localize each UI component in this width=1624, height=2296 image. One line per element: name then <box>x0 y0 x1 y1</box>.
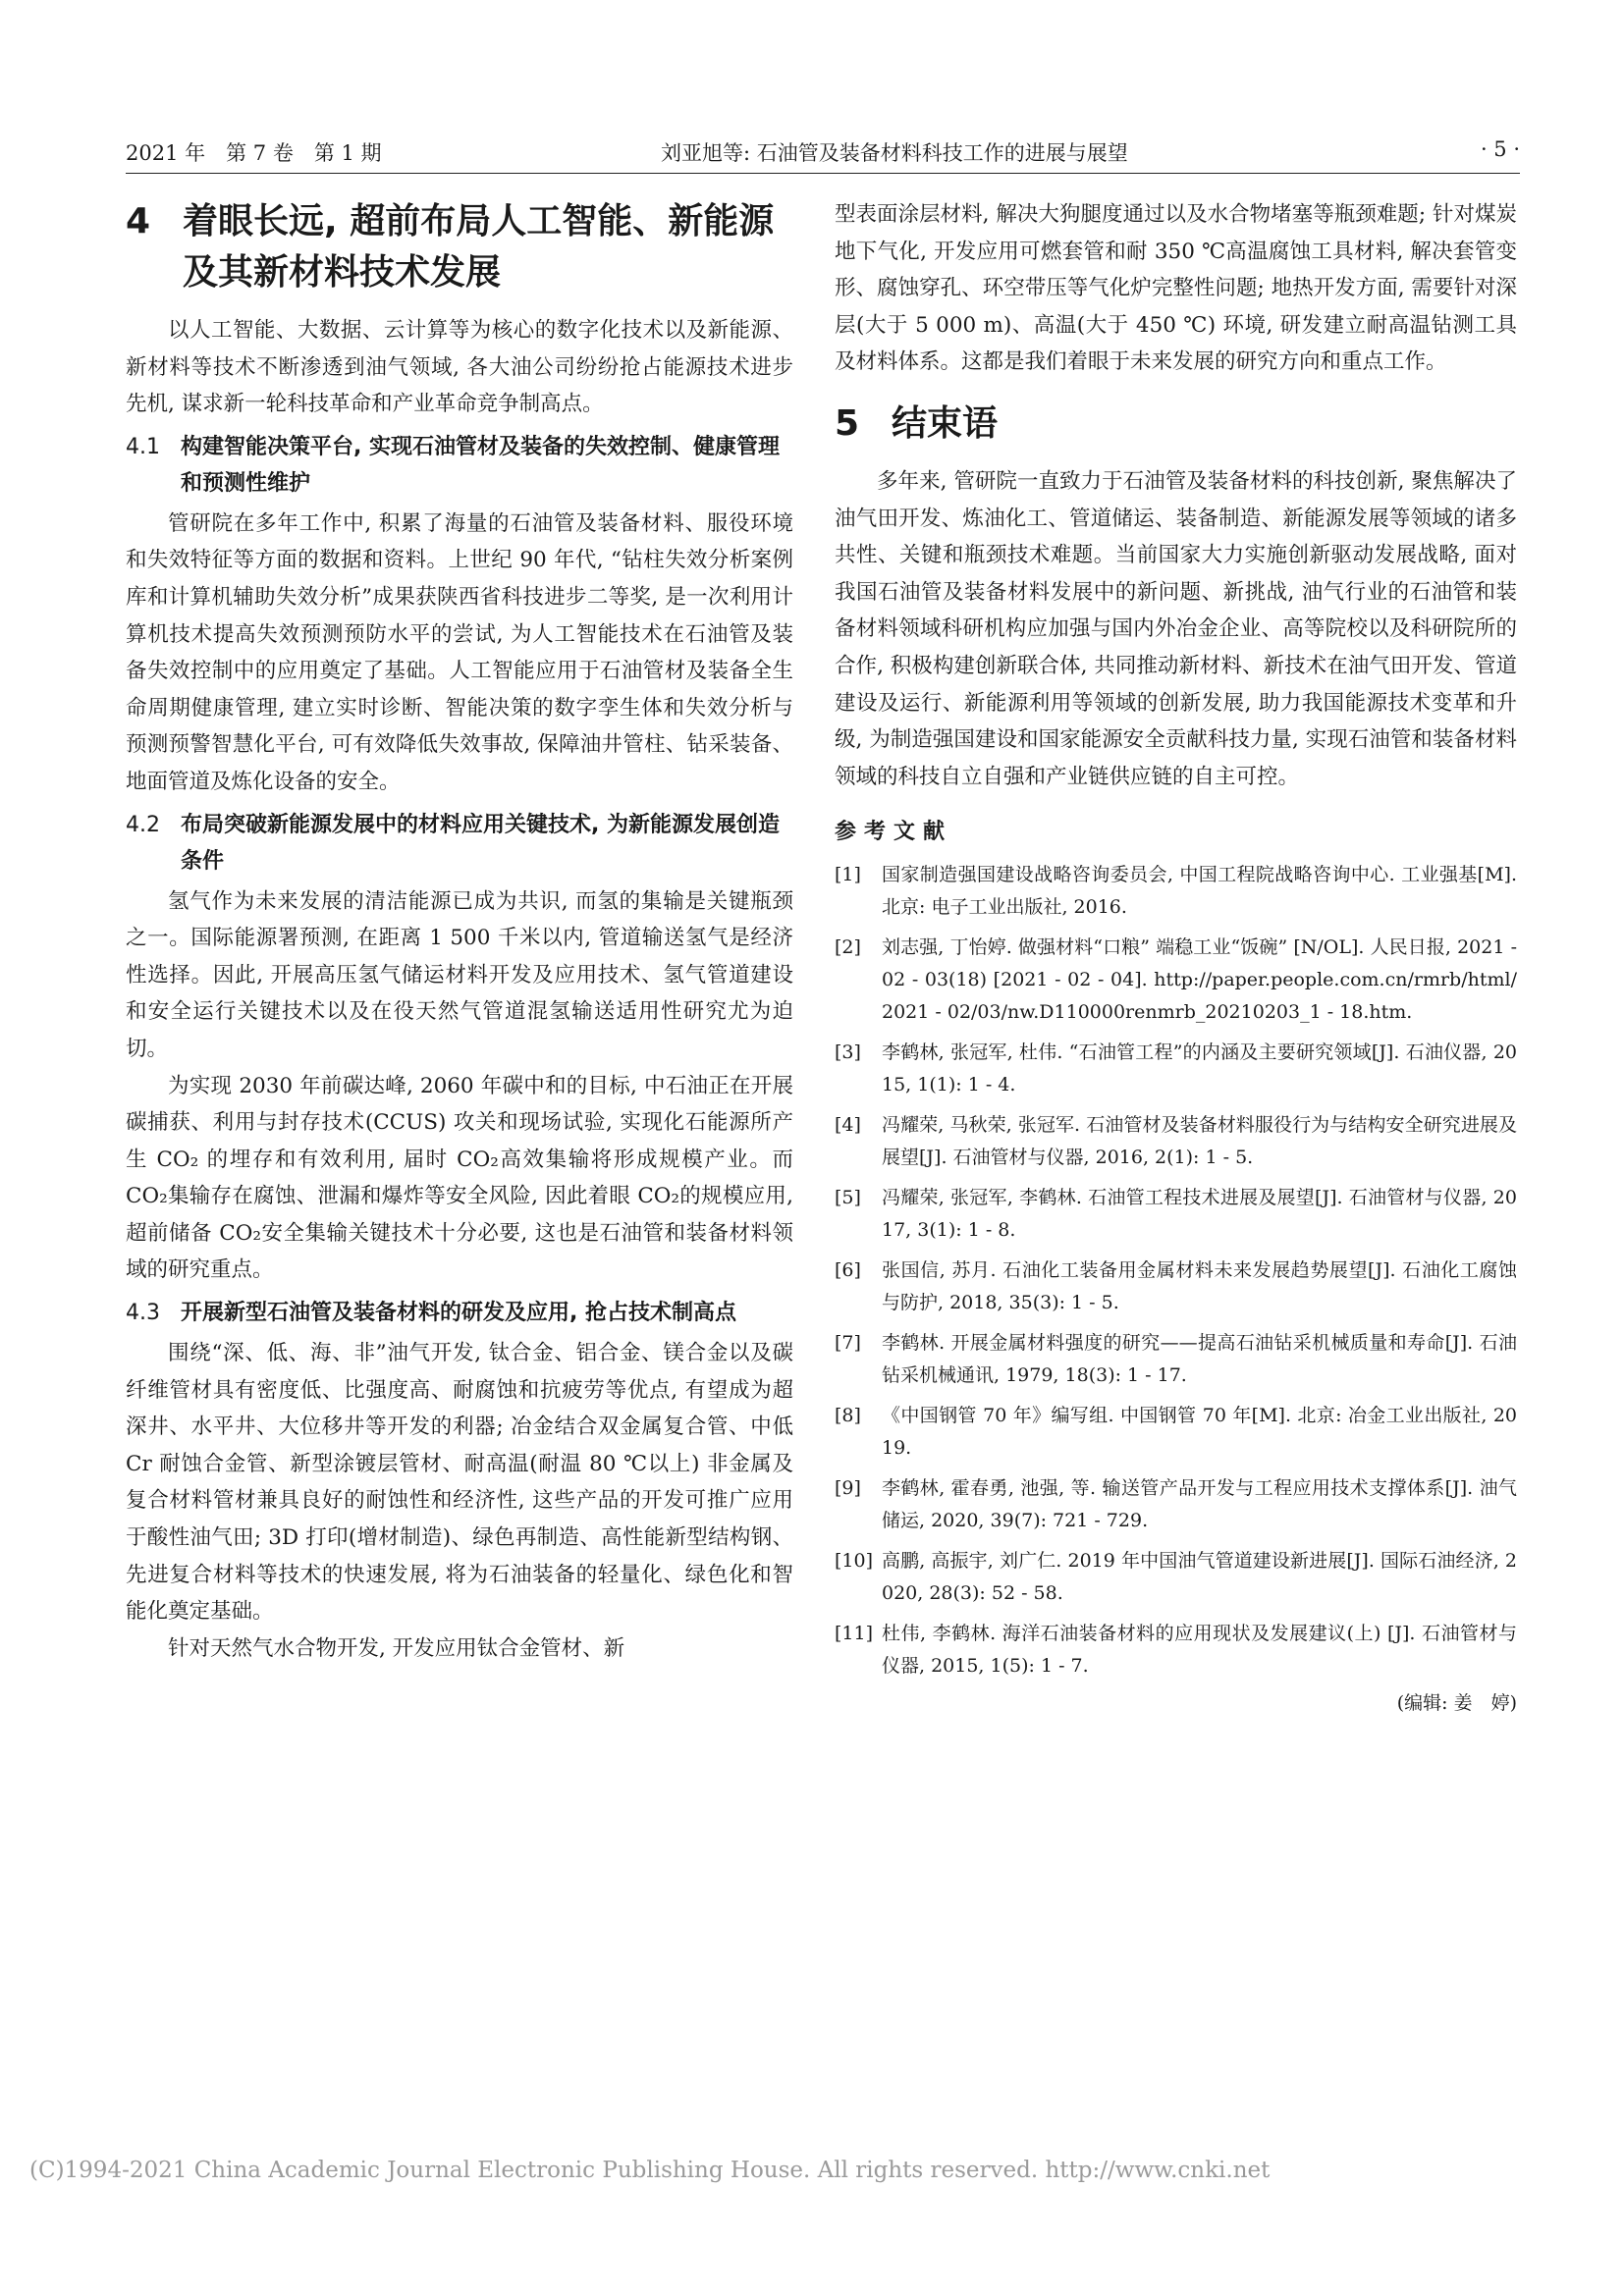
reference-item <box>835 1472 1517 1537</box>
section-4-intro: 以人工智能、大数据、云计算等为核心的数字化技术以及新能源、新材料等技术不断渗透到油气领域, 各大油公司纷纷抢占能源技术进步先机, 谋求新一轮科技革命和产业革命竞争制高点。 <box>126 318 793 417</box>
reference-text: 刘志强, 丁怡婷. 做强材料“口粮” 端稳工业“饭碗” [N/OL]. 人民日报, 2021 - 02 - 03(18) [2021 - 02 - 04]. http://paper.people.com.cn/rmrb/html/2021 - 02/03/nw.D110000renmrb_20210203_1 - 18.htm. <box>882 936 1517 1024</box>
reference-number: [7] <box>835 1332 861 1355</box>
section-number: 5 <box>835 402 860 444</box>
journal-issue: 2021 年 第 7 卷 第 1 期 <box>126 141 382 165</box>
reference-number: [10] <box>835 1550 874 1573</box>
copyright-footer: (C)1994-2021 China Academic Journal Electronic Publishing House. All rights reserved. http://www.cnki.net <box>29 2158 1271 2183</box>
subsection-number: 4.1 <box>126 434 160 459</box>
reference-item <box>835 932 1517 1029</box>
section-number: 4 <box>126 201 151 241</box>
reference-item <box>835 1327 1517 1392</box>
section-4-2-paragraph-1: 氢气作为未来发展的清洁能源已成为共识, 而氢的集输是关键瓶颈之一。国际能源署预测, 在距离 1 500 千米以内, 管道输送氢气是经济性选择。因此, 开展高压氢气储运材料开发及应用技术、氢气管道建设和安全运行关键技术以及在役天然气管道混氢输送适用性研究尤为迫切。 <box>126 888 793 1061</box>
subsection-number: 4.3 <box>126 1301 160 1326</box>
subsection-title: 构建智能决策平台, 实现石油管材及装备的失效控制、健康管理和预测性维护 <box>181 434 781 496</box>
subsection-number: 4.2 <box>126 812 160 837</box>
reference-item <box>835 1255 1517 1319</box>
right-column <box>835 196 1517 1715</box>
reference-text: 李鹤林, 张冠军, 杜伟. “石油管工程”的内涵及主要研究领域[J]. 石油仪器, 2015, 1(1): 1 - 4. <box>882 1041 1517 1096</box>
reference-item <box>835 1545 1517 1610</box>
reference-item <box>835 1182 1517 1247</box>
reference-number: [8] <box>835 1405 861 1427</box>
reference-text: 李鹤林, 霍春勇, 池强, 等. 输送管产品开发与工程应用技术支撑体系[J]. 油气储运, 2020, 39(7): 721 - 729. <box>882 1477 1517 1532</box>
reference-item <box>835 1109 1517 1174</box>
editor-note: (编辑: 姜 婷) <box>1396 1692 1517 1715</box>
reference-text: 李鹤林. 开展金属材料强度的研究——提高石油钻采机械质量和寿命[J]. 石油钻采机械通讯, 1979, 18(3): 1 - 17. <box>882 1332 1517 1387</box>
section-title: 着眼长远, 超前布局人工智能、新能源及其新材料技术发展 <box>183 201 775 293</box>
running-title: 刘亚旭等: 石油管及装备材料科技工作的进展与展望 <box>661 141 1128 165</box>
section-4-heading <box>126 196 793 298</box>
reference-number: [9] <box>835 1477 861 1500</box>
page-number: · 5 · <box>1480 137 1520 161</box>
references-heading: 参考文献 <box>835 820 953 845</box>
section-4-2-heading <box>126 807 793 880</box>
reference-text: 高鹏, 高振宇, 刘广仁. 2019 年中国油气管道建设新进展[J]. 国际石油经济, 2020, 28(3): 52 - 58. <box>882 1550 1517 1605</box>
section-4-3-paragraph-2-continued: 型表面涂层材料, 解决大狗腿度通过以及水合物堵塞等瓶颈难题; 针对煤炭地下气化, 开发应用可燃套管和耐 350 ℃高温腐蚀工具材料, 解决套管变形、腐蚀穿孔、环空带压等气化炉完整性问题; 地热开发方面, 需要针对深层(大于 5 000 m)、高温(大于 450 ℃) 环境, 研发建立耐高温钻测工具及材料体系。这都是我们着眼于未来发展的研究方向和重点工作。 <box>835 202 1517 375</box>
running-header <box>126 133 1520 174</box>
reference-item <box>835 1037 1517 1101</box>
references-list <box>835 859 1517 1682</box>
reference-number: [5] <box>835 1187 861 1209</box>
section-4-3-paragraph-2-start: 针对天然气水合物开发, 开发应用钛合金管材、新 <box>168 1635 625 1661</box>
reference-item <box>835 1400 1517 1465</box>
reference-number: [2] <box>835 936 861 959</box>
section-4-1-heading <box>126 429 793 502</box>
reference-text: 张国信, 苏月. 石油化工装备用金属材料未来发展趋势展望[J]. 石油化工腐蚀与防护, 2018, 35(3): 1 - 5. <box>882 1259 1517 1314</box>
reference-number: [1] <box>835 864 861 886</box>
reference-number: [6] <box>835 1259 861 1282</box>
subsection-title: 布局突破新能源发展中的材料应用关键技术, 为新能源发展创造条件 <box>181 812 781 874</box>
reference-text: 冯耀荣, 马秋荣, 张冠军. 石油管材及装备材料服役行为与结构安全研究进展及展望[J]. 石油管材与仪器, 2016, 2(1): 1 - 5. <box>882 1114 1517 1169</box>
reference-text: 杜伟, 李鹤林. 海洋石油装备材料的应用现状及发展建议(上) [J]. 石油管材与仪器, 2015, 1(5): 1 - 7. <box>882 1623 1517 1678</box>
section-4-3-heading <box>126 1295 793 1331</box>
section-4-1-paragraph: 管研院在多年工作中, 积累了海量的石油管及装备材料、服役环境和失效特征等方面的数据和资料。上世纪 90 年代, “钻柱失效分析案例库和计算机辅助失效分析”成果获陕西省科技进步二等奖, 是一次利用计算机技术提高失效预测预防水平的尝试, 为人工智能技术在石油管及装备失效控制中的应用奠定了基础。人工智能应用于石油管材及装备全生命周期健康管理, 建立实时诊断、智能决策的数字孪生体和失效分析与预测预警智慧化平台, 可有效降低失效事故, 保障油井管柱、钻采装备、地面管道及炼化设备的安全。 <box>126 510 793 794</box>
subsection-title: 开展新型石油管及装备材料的研发及应用, 抢占技术制高点 <box>181 1301 737 1326</box>
reference-text: 《中国钢管 70 年》编写组. 中国钢管 70 年[M]. 北京: 冶金工业出版社, 2019. <box>882 1405 1517 1460</box>
section-4-3-paragraph-1: 围绕“深、低、海、非”油气开发, 钛合金、铝合金、镁合金以及碳纤维管材具有密度低、比强度高、耐腐蚀和抗疲劳等优点, 有望成为超深井、水平井、大位移井等开发的利器; 冶金结合双金属复合管、中低 Cr 耐蚀合金管、新型涂镀层管材、耐高温(耐温 80 ℃以上) 非金属及复合材料管材兼具良好的耐蚀性和经济性, 这些产品的开发可推广应用于酸性油气田; 3D 打印(增材制造)、绿色再制造、高性能新型结构钢、先进复合材料等技术的快速发展, 将为石油装备的轻量化、绿色化和智能化奠定基础。 <box>126 1341 793 1625</box>
left-column <box>126 196 793 1667</box>
reference-number: [3] <box>835 1041 861 1064</box>
section-4-2-paragraph-2: 为实现 2030 年前碳达峰, 2060 年碳中和的目标, 中石油正在开展碳捕获、利用与封存技术(CCUS) 攻关和现场试验, 实现化石能源所产生 CO₂ 的埋存和有效利用, 届时 CO₂高效集输将形成规模产业。而 CO₂集输存在腐蚀、泄漏和爆炸等安全风险, 因此着眼 CO₂的规模应用, 超前储备 CO₂安全集输关键技术十分必要, 这也是石油管和装备材料领域的研究重点。 <box>126 1073 793 1283</box>
section-title: 结束语 <box>892 402 999 444</box>
reference-number: [4] <box>835 1114 861 1137</box>
section-5-paragraph: 多年来, 管研院一直致力于石油管及装备材料的科技创新, 聚焦解决了油气田开发、炼油化工、管道储运、装备制造、新能源发展等领域的诸多共性、关键和瓶颈技术难题。当前国家大力实施创新驱动发展战略, 面对我国石油管及装备材料发展中的新问题、新挑战, 油气行业的石油管和装备材料领域科研机构应加强与国内外冶金企业、高等院校以及科研院所的合作, 积极构建创新联合体, 共同推动新材料、新技术在油气田开发、管道建设及运行、新能源利用等领域的创新发展, 助力我国能源技术变革和升级, 为制造强国建设和国家能源安全贡献科技力量, 实现石油管和装备材料领域的科技自立自强和产业链供应链的自主可控。 <box>835 468 1517 789</box>
section-5-heading <box>835 399 1517 450</box>
reference-number: [11] <box>835 1623 874 1645</box>
reference-text: 国家制造强国建设战略咨询委员会, 中国工程院战略咨询中心. 工业强基[M]. 北京: 电子工业出版社, 2016. <box>882 864 1517 919</box>
reference-item <box>835 1618 1517 1682</box>
reference-text: 冯耀荣, 张冠军, 李鹤林. 石油管工程技术进展及展望[J]. 石油管材与仪器, 2017, 3(1): 1 - 8. <box>882 1187 1517 1242</box>
reference-item <box>835 859 1517 924</box>
